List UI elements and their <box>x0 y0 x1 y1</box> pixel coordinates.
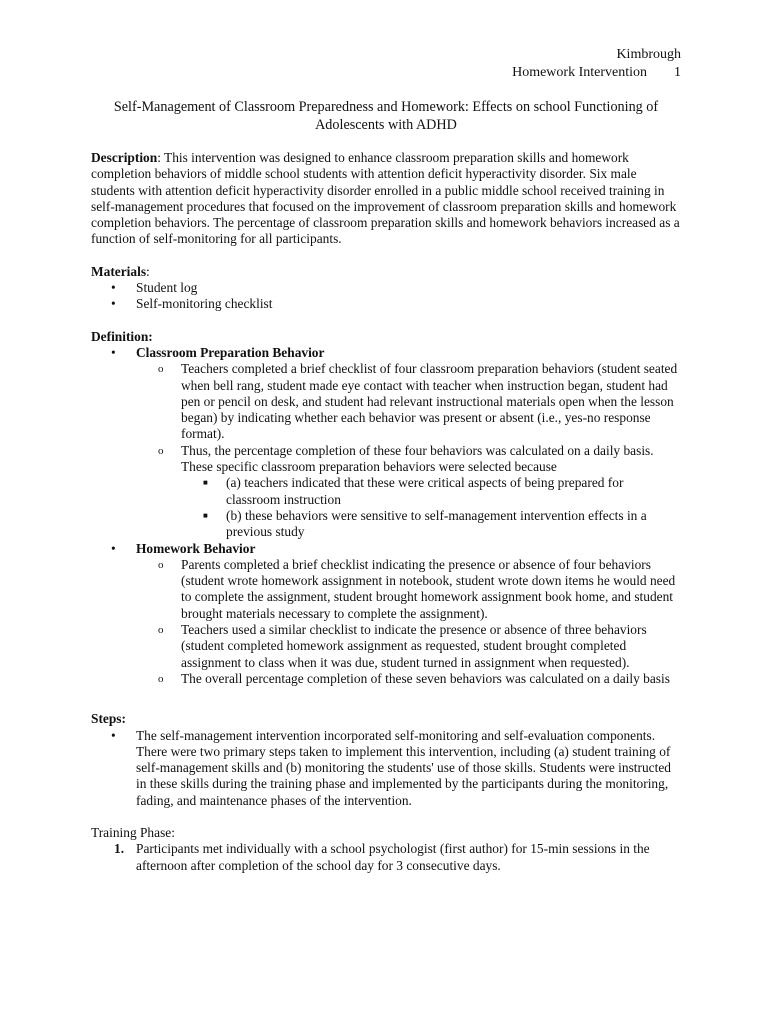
list-item <box>91 728 681 809</box>
list-item <box>136 443 681 541</box>
materials-list <box>91 280 681 313</box>
materials-colon: : <box>146 263 150 279</box>
materials-label: Materials <box>91 263 147 279</box>
running-header <box>91 46 681 82</box>
training-section <box>91 825 681 874</box>
list-item <box>91 280 681 296</box>
square-bullet-icon: ■ <box>203 510 208 520</box>
list-item <box>181 475 681 508</box>
classroom-item-1: Teachers completed a brief checklist of four classroom preparation behaviors (student seated when bell rang, student made eye contact with teacher when instruction began, student had pen or pencil on desk, and student had relevant instructional materials open when the lesson began) by indicating whether each behavior was present or absent (i.e., yes-no response format). <box>181 361 678 442</box>
list-item <box>136 557 681 622</box>
header-author: Kimbrough <box>616 47 681 62</box>
list-item <box>91 345 681 541</box>
homework-item-2: Teachers used a similar checklist to indicate the presence or absence of three behaviors (student completed homework assignment as requested, student brought completed assignment to class when it was due, student turned in assignment when requested). <box>181 622 647 670</box>
homework-item-1: Parents completed a brief checklist indicating the presence or absence of four behaviors (student wrote homework assignment in notebook, student wrote down items he would need to complete the assignment, student brought homework assignment book home, and student brought materials necessary to complete the assignment). <box>181 556 676 621</box>
materials-section <box>91 264 681 313</box>
materials-heading <box>91 264 681 280</box>
classroom-sublist <box>136 361 681 540</box>
bullet-icon: • <box>111 727 116 743</box>
training-list <box>91 841 681 874</box>
homework-sublist <box>136 557 681 687</box>
classroom-heading: Classroom Preparation Behavior <box>136 344 325 360</box>
homework-item-3: The overall percentage completion of these seven behaviors was calculated on a daily basis <box>181 670 670 686</box>
classroom-reasons-list <box>181 475 681 540</box>
list-item <box>136 671 681 687</box>
homework-heading: Homework Behavior <box>136 540 256 556</box>
circle-bullet-icon: o <box>158 624 164 637</box>
definition-list <box>91 345 681 687</box>
square-bullet-icon: ■ <box>203 478 208 488</box>
bullet-icon: • <box>111 280 116 296</box>
classroom-item-2: Thus, the percentage completion of these four behaviors was calculated on a daily basis. These specific classroom preparation behaviors were selected because <box>181 442 654 475</box>
header-running-title-line <box>91 64 681 82</box>
page-number: 1 <box>674 65 681 80</box>
steps-section <box>91 711 681 809</box>
training-item-1: Participants met individually with a school psychologist (first author) for 15-min sessions in the afternoon after completion of the school day for 3 consecutive days. <box>136 841 650 873</box>
list-item <box>91 296 681 312</box>
document-page <box>91 46 681 874</box>
steps-list <box>91 728 681 809</box>
training-heading: Training Phase: <box>91 824 175 840</box>
circle-bullet-icon: o <box>158 444 164 457</box>
bullet-icon: • <box>111 540 116 556</box>
list-item <box>136 361 681 442</box>
definition-section <box>91 329 681 688</box>
description-text: : This intervention was designed to enhance classroom preparation skills and homework completion behaviors of middle school students with attention deficit hyperactivity disorder. Six male students with attention deficit hyperactivity disorder enrolled in a public middle school received training in self-management procedures that focused on the improvement of classroom preparation skills and homework completion behaviors. The percentage of classroom preparation skills and homework behaviors increased as a function of self-monitoring for all participants. <box>91 150 680 247</box>
materials-item-1: Student log <box>136 280 198 296</box>
list-item <box>91 541 681 688</box>
definition-heading: Definition: <box>91 328 153 344</box>
materials-item-2: Self-monitoring checklist <box>136 296 273 312</box>
list-item <box>181 508 681 541</box>
training-item-number: 1. <box>114 841 125 857</box>
title-line-1: Self-Management of Classroom Preparedness and Homework: Effects on school Functioning of <box>113 99 659 115</box>
bullet-icon: • <box>111 344 116 360</box>
list-item <box>91 841 681 874</box>
bullet-icon: • <box>111 296 116 312</box>
title-line-2: Adolescents with ADHD <box>315 117 457 133</box>
circle-bullet-icon: o <box>158 363 164 376</box>
steps-heading: Steps: <box>91 711 126 727</box>
steps-item-1: The self-management intervention incorporated self-monitoring and self-evaluation components. There were two primary steps taken to implement this intervention, including (a) student training of self-management skills and (b) monitoring the students' use of those skills. Students were instructed in these skills during the training phase and implemented by the participants during the monitoring, fading, and maintenance phases of the intervention. <box>136 727 671 808</box>
description-paragraph <box>91 150 681 248</box>
header-running-title: Homework Intervention <box>512 65 647 80</box>
description-label: Description <box>91 150 158 165</box>
circle-bullet-icon: o <box>158 672 164 685</box>
document-title <box>91 98 681 134</box>
list-item <box>136 622 681 671</box>
circle-bullet-icon: o <box>158 558 164 571</box>
classroom-reason-b: (b) these behaviors were sensitive to self-management intervention effects in a previous study <box>226 507 647 540</box>
classroom-reason-a: (a) teachers indicated that these were critical aspects of being prepared for classroom instruction <box>226 475 624 507</box>
